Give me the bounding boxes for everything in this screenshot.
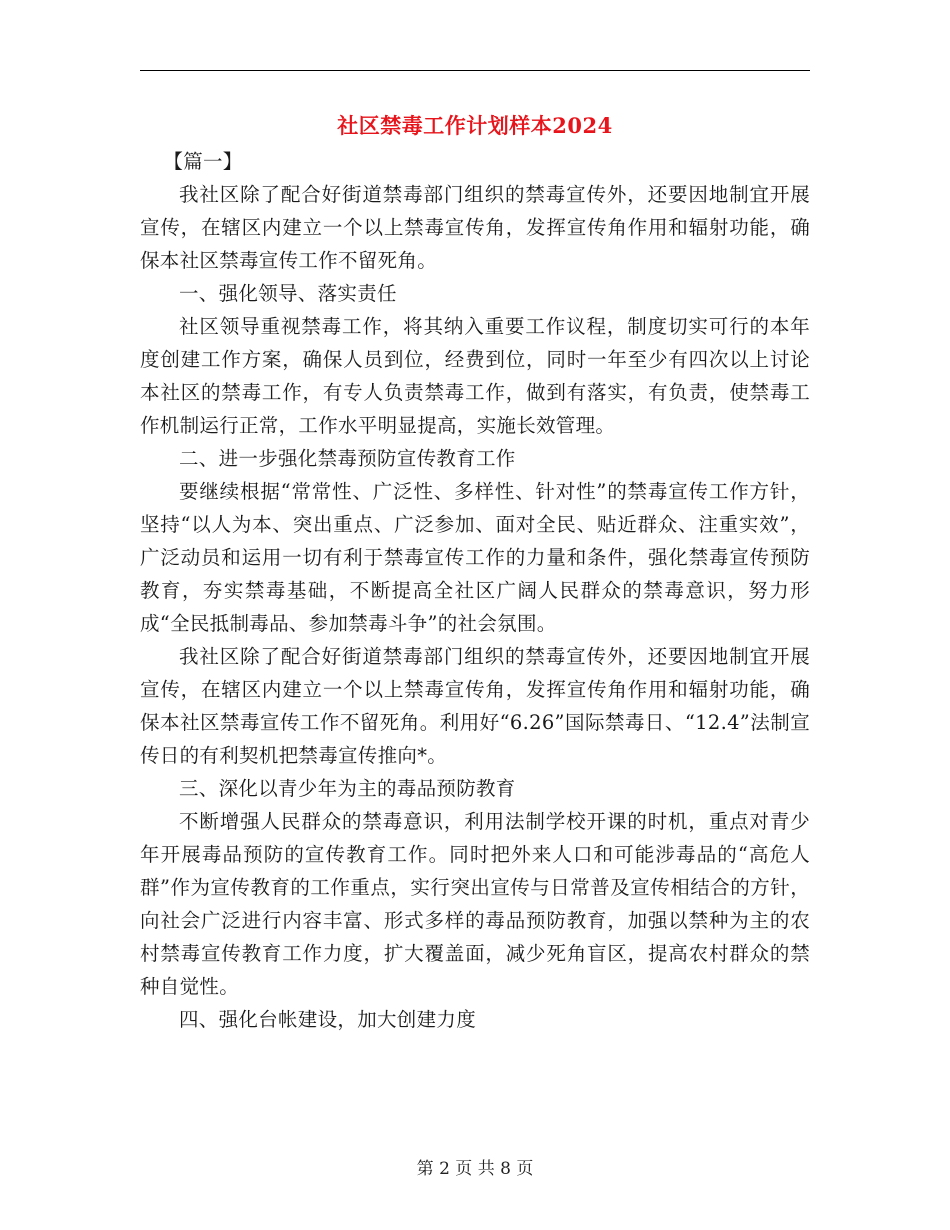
- section-tag: 【篇一】: [163, 150, 243, 173]
- document-title: 社区禁毒工作计划样本2024: [337, 113, 613, 138]
- body-paragraph: 社区领导重视禁毒工作，将其纳入重要工作议程，制度切实可行的本年度创建工作方案，确保人员到位，经费到位，同时一年至少有四次以上讨论本社区的禁毒工作，有专人负责禁毒工作，做到有落实，有负责，使禁毒工作机制运行正常，工作水平明显提高，实施长效管理。: [140, 315, 810, 437]
- section-heading: 二、进一步强化禁毒预防宣传教育工作: [179, 447, 516, 470]
- section-heading: 三、深化以青少年为主的毒品预防教育: [179, 777, 516, 800]
- document-body: [140, 145, 810, 1036]
- section-heading: 一、强化领导、落实责任: [179, 282, 397, 305]
- section-heading: 四、强化台帐建设，加大创建力度: [179, 1008, 477, 1031]
- body-paragraph: 我社区除了配合好街道禁毒部门组织的禁毒宣传外，还要因地制宜开展宣传，在辖区内建立一个以上禁毒宣传角，发挥宣传角作用和辐射功能，确保本社区禁毒宣传工作不留死角。: [140, 183, 810, 272]
- body-paragraph: 我社区除了配合好街道禁毒部门组织的禁毒宣传外，还要因地制宜开展宣传，在辖区内建立一个以上禁毒宣传角，发挥宣传角作用和辐射功能，确保本社区禁毒宣传工作不留死角。利用好“6.26”国际禁毒日、“12.4”法制宣传日的有利契机把禁毒宣传推向*。: [140, 645, 810, 767]
- body-paragraph: 不断增强人民群众的禁毒意识，利用法制学校开课的时机，重点对青少年开展毒品预防的宣传教育工作。同时把外来人口和可能涉毒品的“高危人群”作为宣传教育的工作重点，实行突出宣传与日常普及宣传相结合的方针，向社会广泛进行内容丰富、形式多样的毒品预防教育，加强以禁种为主的农村禁毒宣传教育工作力度，扩大覆盖面，减少死角盲区，提高农村群众的禁种自觉性。: [140, 810, 810, 998]
- header-rule: [140, 70, 810, 71]
- page-footer: 第 2 页 共 8 页: [416, 1159, 534, 1179]
- body-paragraph: 要继续根据“常常性、广泛性、多样性、针对性”的禁毒宣传工作方针，坚持“以人为本、突出重点、广泛参加、面对全民、贴近群众、注重实效”，广泛动员和运用一切有利于禁毒宣传工作的力量和条件，强化禁毒宣传预防教育，夯实禁毒基础，不断提高全社区广阔人民群众的禁毒意识，努力形成“全民抵制毒品、参加禁毒斗争”的社会氛围。: [140, 480, 810, 635]
